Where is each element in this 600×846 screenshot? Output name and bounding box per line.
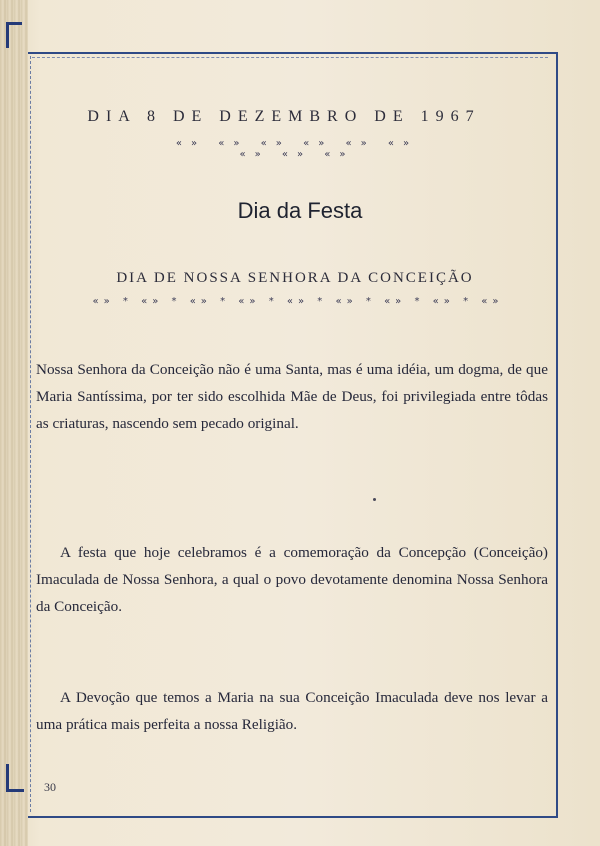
corner-mark-bottom (6, 764, 9, 792)
page-title: Dia da Festa (237, 198, 363, 223)
page-subtitle: DIA DE NOSSA SENHORA DA CONCEIÇÃO (116, 270, 474, 286)
ornament-row-1: «» «» «» «» «» «» «» «» «» (175, 138, 419, 160)
ornament-row-2: «» * «» * «» * «» * «» * «» * «» * «» * «» (92, 296, 504, 307)
corner-mark-top-bar (6, 22, 22, 25)
page-frame-bottom (28, 816, 558, 817)
dateline: DIA 8 DE DEZEMBRO DE 1967 (87, 108, 481, 125)
page-frame-left-dashes (30, 56, 31, 812)
paragraph-1: Nossa Senhora da Conceição não é uma Santa, mas é uma idéia, um dogma, de que Maria Santíssima, por ter sido escolhida Mãe de Deus, foi privilegiada entre tôdas as criaturas, nascendo sem pecado original. (36, 361, 548, 432)
page-number: 30 (44, 780, 56, 794)
corner-mark-bottom-bar (6, 789, 24, 792)
ink-speck (373, 498, 376, 501)
paragraph-2: A festa que hoje celebramos é a comemoração da Concepção (Conceição) Imaculada de Nossa Senhora, a qual o povo devotamente denomina Nossa Senhora da Conceição. (36, 544, 548, 615)
corner-mark-top (6, 22, 9, 48)
binding-edge (0, 0, 28, 846)
paragraph-3: A Devoção que temos a Maria na sua Conceição Imaculada deve nos levar a uma prática mais perfeita a nossa Religião. (36, 689, 548, 733)
